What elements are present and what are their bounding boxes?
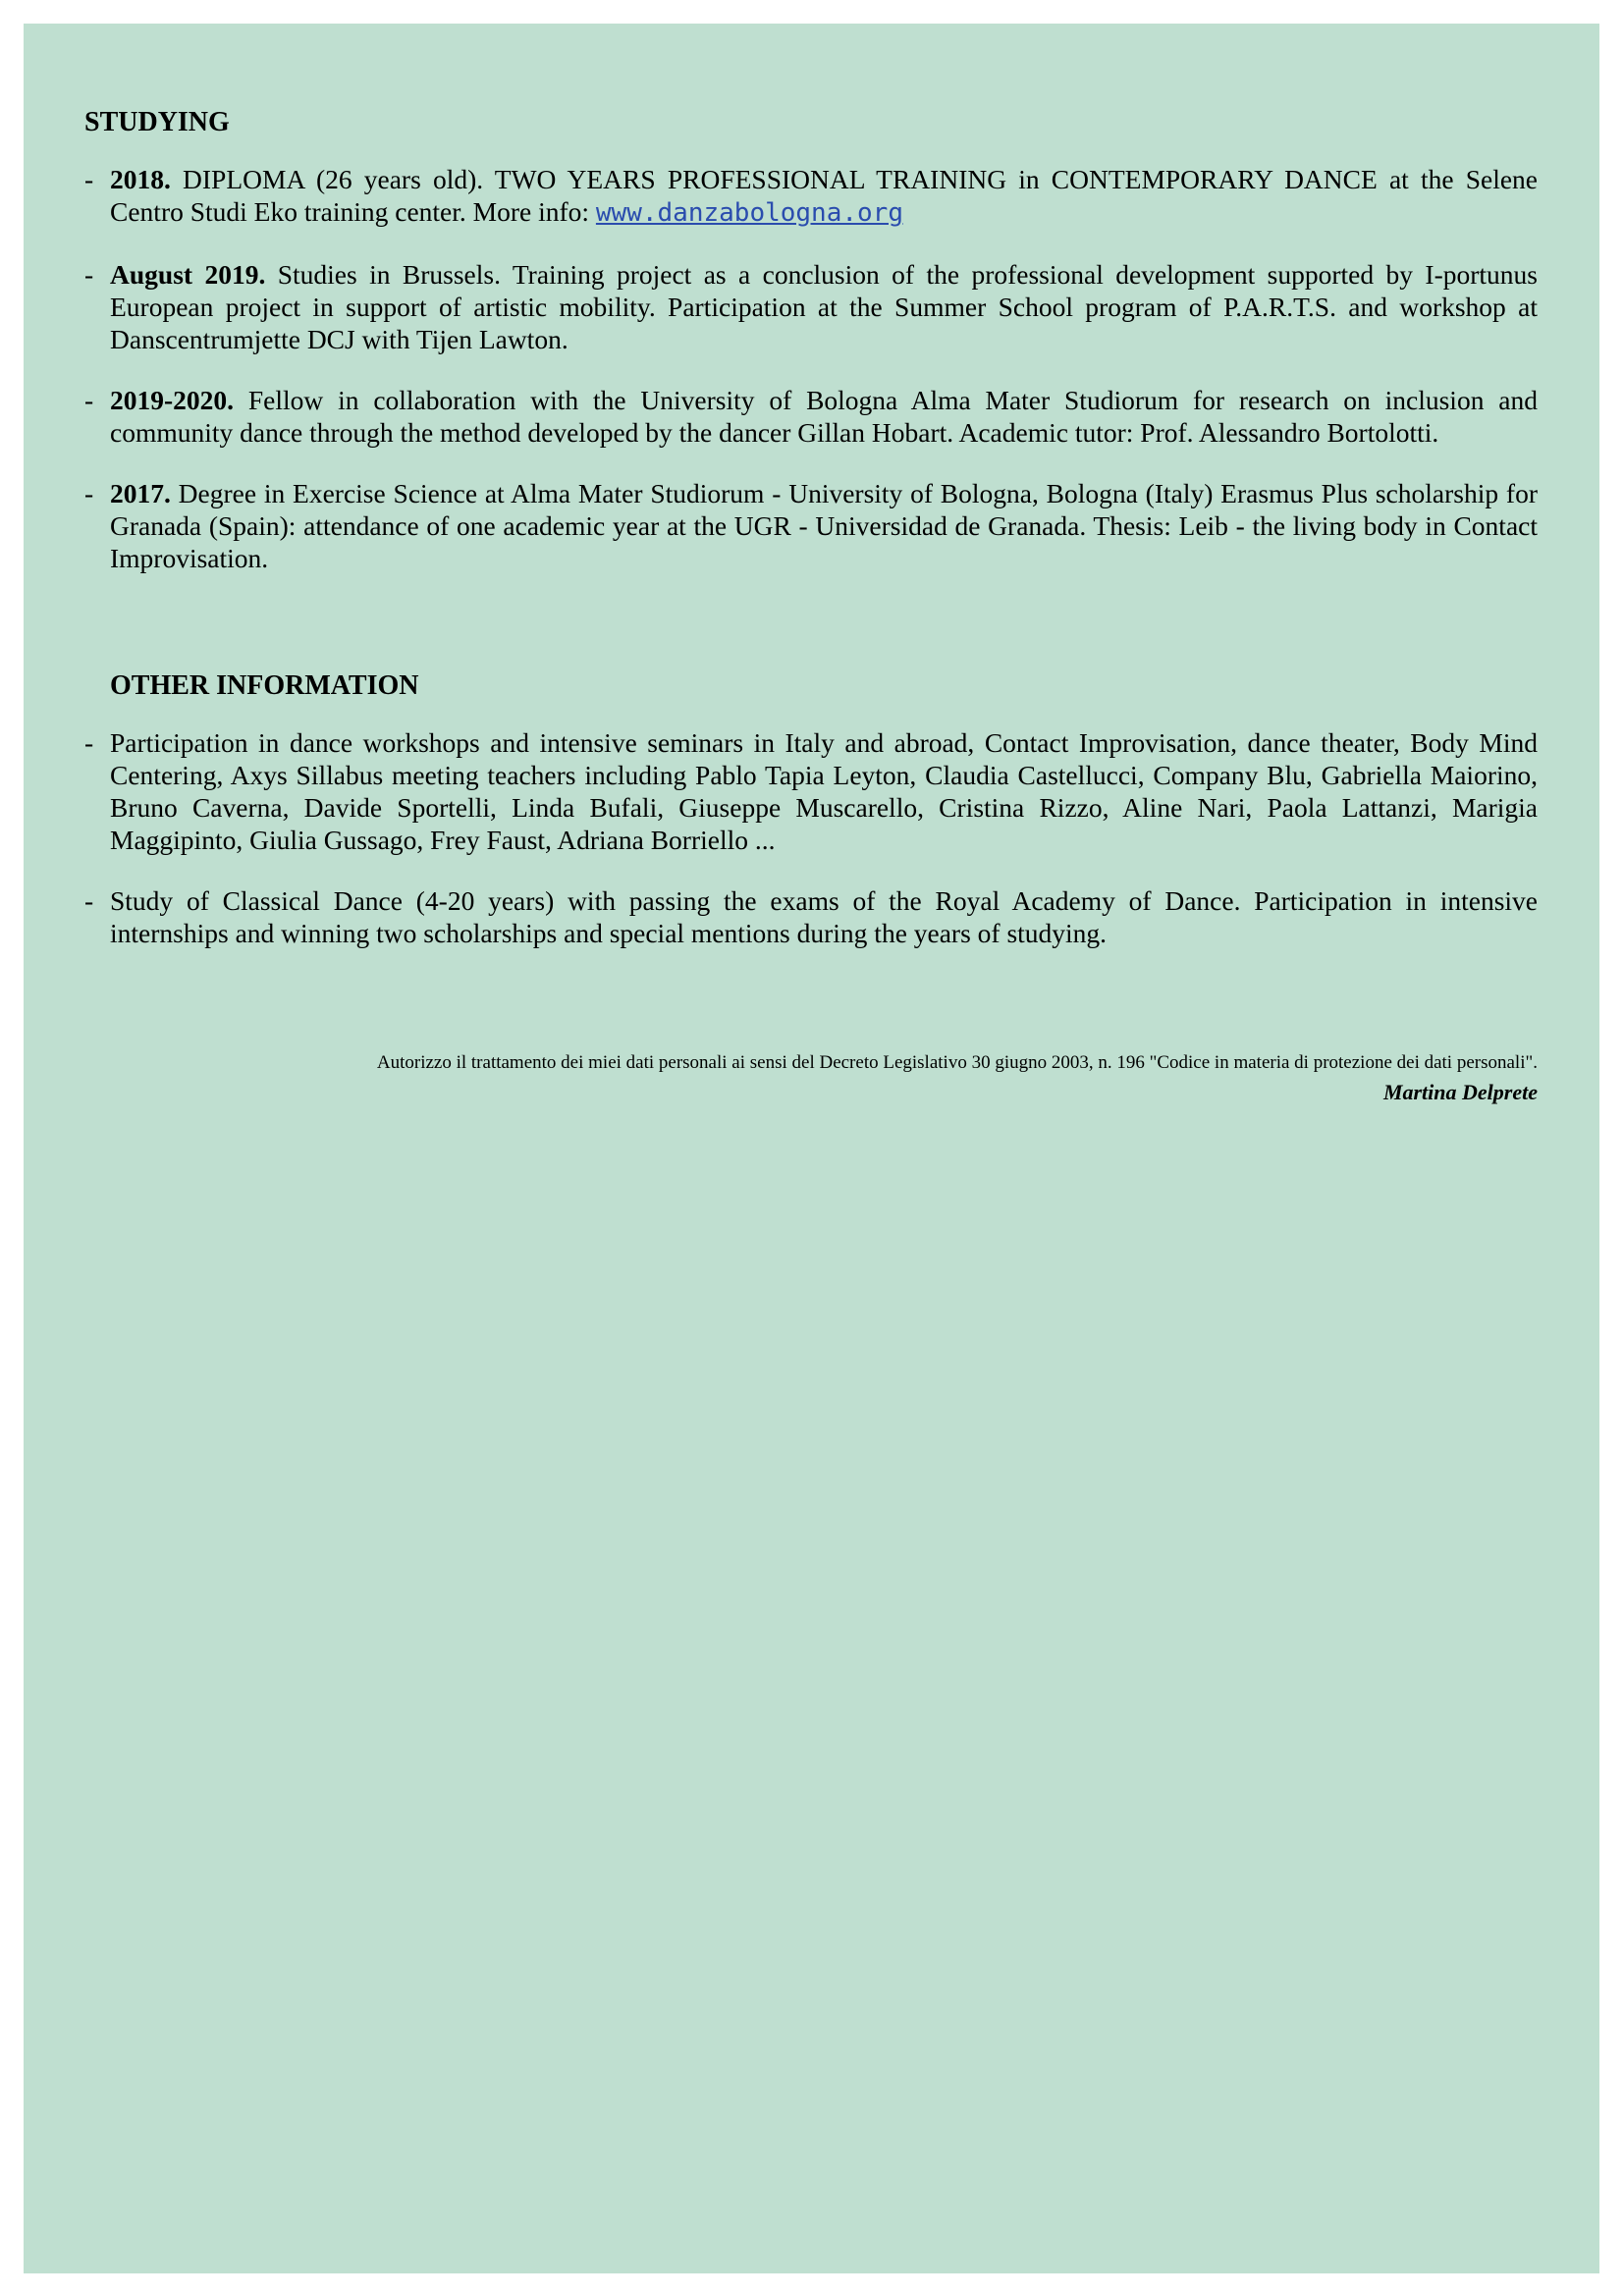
studying-entry-2017 xyxy=(84,477,1538,574)
entry-text: Degree in Exercise Science at Alma Mater Studiorum - University of Bologna, Bologna (Italy) Erasmus Plus scholarship for Granada (Spain): attendance of one academic year at the UGR - Universidad de Granada. Thesis: Leib - the living body in Contact Improvisation. xyxy=(110,478,1538,573)
danzabologna-link[interactable]: www.danzabologna.org xyxy=(595,198,903,228)
document-content xyxy=(84,106,1538,1107)
entry-year: August 2019. xyxy=(110,259,266,290)
entry-text: Study of Classical Dance (4-20 years) with passing the exams of the Royal Academy of Dance. Participation in intensive internships and winning two scholarships and special mentions during the years of studying. xyxy=(110,885,1538,948)
other-entry-classical-dance xyxy=(84,884,1538,949)
entry-text: Studies in Brussels. Training project as a conclusion of the professional development supported by I-portunus European project in support of artistic mobility. Participation at the Summer School program of P.A.R.T.S. and workshop at Danscentrumjette DCJ with Tijen Lawton. xyxy=(110,259,1538,354)
entry-year: 2017. xyxy=(110,478,171,508)
signature: Martina Delprete xyxy=(1382,1080,1538,1104)
entry-year: 2018. xyxy=(110,164,171,194)
studying-entry-2018 xyxy=(84,163,1538,230)
bullet: - xyxy=(84,385,94,415)
studying-entry-2019 xyxy=(84,258,1538,355)
entry-text: DIPLOMA (26 years old). TWO YEARS PROFESSIONAL TRAINING in CONTEMPORARY DANCE at the Selene Centro Studi Eko training center. More info: xyxy=(110,164,1538,227)
section-spacer xyxy=(84,603,1538,669)
other-entry-workshops xyxy=(84,726,1538,856)
bullet: - xyxy=(84,259,94,290)
entry-text: Fellow in collaboration with the University of Bologna Alma Mater Studiorum for research on inclusion and community dance through the method developed by the dancer Gillan Hobart. Academic tutor: Prof. Alessandro Bortolotti. xyxy=(110,385,1538,448)
studying-entry-2019-2020 xyxy=(84,384,1538,449)
footer-spacer xyxy=(84,978,1538,1048)
other-information-heading: OTHER INFORMATION xyxy=(110,670,419,701)
bullet: - xyxy=(84,164,94,194)
studying-heading: STUDYING xyxy=(84,107,230,137)
bullet: - xyxy=(84,727,94,758)
privacy-consent: Autorizzo il trattamento dei miei dati personali ai sensi del Decreto Legislativo 30 giugno 2003, n. 196 "Codice in materia di protezione dei dati personali". xyxy=(376,1052,1538,1073)
bullet: - xyxy=(84,885,94,916)
entry-year: 2019-2020. xyxy=(110,385,235,415)
bullet: - xyxy=(84,478,94,508)
entry-text: Participation in dance workshops and intensive seminars in Italy and abroad, Contact Improvisation, dance theater, Body Mind Centering, Axys Sillabus meeting teachers including Pablo Tapia Leyton, Claudia Castellucci, Company Blu, Gabriella Maiorino, Bruno Caverna, Davide Sportelli, Linda Bufali, Giuseppe Muscarello, Cristina Rizzo, Aline Nari, Paola Lattanzi, Marigia Maggipinto, Giulia Gussago, Frey Faust, Adriana Borriello ... xyxy=(110,727,1538,855)
